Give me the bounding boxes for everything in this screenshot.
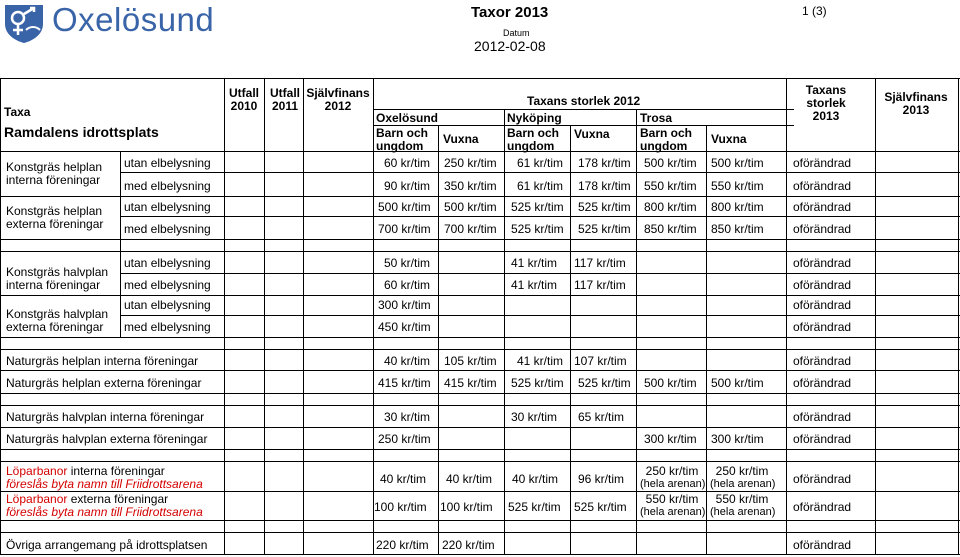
row-line [120, 273, 960, 274]
header-vuxna-nykoping: Vuxna [574, 127, 610, 141]
cell: 40 kr/tim [446, 472, 493, 486]
col-line [224, 78, 225, 555]
row-name-line: Konstgräs halvplan [6, 265, 109, 279]
cell: 41 kr/tim [511, 256, 558, 270]
row-line [120, 216, 960, 217]
row-line [0, 449, 960, 450]
row-line [0, 295, 960, 296]
cell: 220 kr/tim [442, 538, 495, 552]
date-label: Datum [503, 28, 530, 38]
cell: 30 kr/tim [511, 410, 558, 424]
document-title: Taxor 2013 [471, 4, 549, 21]
header-taxa: Taxa [4, 105, 31, 119]
header-label: Taxans [805, 83, 847, 97]
red-term: Löparbanor [6, 464, 68, 478]
col-line [303, 78, 304, 555]
cell: 550 kr/tim [644, 179, 697, 193]
cell: 700 kr/tim [378, 222, 431, 236]
cell: oförändrad [793, 354, 852, 368]
header-label: 2011 [271, 99, 299, 113]
cell: 415 kr/tim [444, 376, 497, 390]
col-line [0, 78, 1, 555]
row-name-line: externa föreningar [6, 320, 104, 334]
row-name [6, 161, 102, 187]
header-sjalvfinans-2013 [878, 91, 954, 117]
cell: 500 kr/tim [711, 156, 764, 170]
row-line [0, 554, 960, 555]
row-name-line: Konstgräs halvplan [6, 307, 109, 321]
col-line [264, 78, 265, 555]
cell: 60 kr/tim [384, 156, 431, 170]
cell: oförändrad [793, 200, 852, 214]
row-name: Övriga arrangemang på idrottsplatsen [6, 538, 208, 552]
cell: 105 kr/tim [444, 354, 497, 368]
cell-note: (hela arenan) [710, 506, 776, 518]
row-name-part: externa föreningar [67, 492, 169, 506]
row-line [0, 405, 960, 406]
row-sub: med elbelysning [124, 320, 211, 334]
cell: 100 kr/tim [374, 500, 427, 514]
cell: 525 kr/tim [511, 222, 564, 236]
header-utfall-2010 [225, 87, 263, 113]
row-sub: med elbelysning [124, 222, 211, 236]
cell: 500 kr/tim [711, 376, 764, 390]
cell: 500 kr/tim [644, 156, 697, 170]
cell: 90 kr/tim [384, 179, 431, 193]
cell: oförändrad [793, 156, 852, 170]
row-name [6, 266, 108, 292]
header-label: Utfall [229, 86, 259, 100]
cell: 800 kr/tim [711, 200, 764, 214]
cell: 220 kr/tim [376, 538, 429, 552]
row-name-lopar-ext [6, 493, 203, 519]
row-line [0, 532, 960, 533]
cell: 100 kr/tim [440, 500, 493, 514]
cell: 525 kr/tim [578, 376, 631, 390]
cell: 300 kr/tim [711, 432, 764, 446]
cell-hela-arenan [640, 493, 704, 519]
header-label: 2012 [324, 99, 352, 113]
cell-note: (hela arenan) [640, 478, 706, 490]
header-sub-line [374, 109, 794, 110]
cell: 525 kr/tim [578, 200, 631, 214]
cell-note: (hela arenan) [640, 506, 706, 518]
row-name-part: interna föreningar [67, 464, 165, 478]
cell: 500 kr/tim [444, 200, 497, 214]
row-name-line: interna föreningar [6, 278, 101, 292]
cell: oförändrad [793, 538, 852, 552]
cell: 300 kr/tim [378, 298, 431, 312]
cell: oförändrad [793, 320, 852, 334]
cell-hela-arenan [710, 465, 774, 491]
row-name-lopar-int [6, 465, 203, 491]
col-line [958, 78, 959, 555]
header-label: Barn och [507, 126, 560, 140]
row-line [0, 461, 960, 462]
header-label: Barn och [376, 126, 429, 140]
cell: 61 kr/tim [517, 179, 564, 193]
cell: 800 kr/tim [644, 200, 697, 214]
logo-wordmark: Oxelösund [52, 1, 215, 38]
col-line [438, 125, 439, 555]
row-line [0, 370, 960, 371]
remark: föreslås byta namn till Friidrottsarena [6, 477, 203, 491]
header-vuxna-oxelosund: Vuxna [443, 132, 479, 146]
cell: oförändrad [793, 278, 852, 292]
cell: 350 kr/tim [444, 179, 497, 193]
col-line [373, 78, 374, 555]
row-name: Naturgräs halvplan externa föreningar [6, 432, 208, 446]
oxelosund-logo [2, 1, 215, 44]
page-number: 1 (3) [802, 4, 827, 18]
header-barn-trosa [640, 127, 692, 153]
col-line [636, 109, 637, 555]
col-line [570, 125, 571, 555]
cell: 30 kr/tim [384, 410, 431, 424]
row-sub: utan elbelysning [124, 298, 211, 312]
row-line [0, 393, 960, 394]
cell: oförändrad [793, 432, 852, 446]
cell: oförändrad [793, 472, 852, 486]
remark: föreslås byta namn till Friidrottsarena [6, 505, 203, 519]
row-line [0, 239, 960, 240]
cell: 415 kr/tim [378, 376, 431, 390]
row-line [0, 337, 960, 338]
cell: 525 kr/tim [511, 200, 564, 214]
cell: 117 kr/tim [574, 278, 626, 292]
cell: 500 kr/tim [644, 376, 697, 390]
header-vuxna-trosa: Vuxna [711, 132, 747, 146]
header-sjalvfinans-2012 [304, 87, 372, 113]
cell: 525 kr/tim [508, 500, 561, 514]
cell: 250 kr/tim [444, 156, 497, 170]
cell-hela-arenan [710, 493, 774, 519]
row-sub: med elbelysning [124, 278, 211, 292]
cell: 61 kr/tim [517, 156, 564, 170]
cell: oförändrad [793, 222, 852, 236]
cell: 250 kr/tim [378, 432, 431, 446]
cell-hela-arenan [640, 465, 704, 491]
document-date: 2012-02-08 [474, 38, 546, 54]
cell: 40 kr/tim [512, 472, 559, 486]
cell: 40 kr/tim [380, 472, 427, 486]
cell: 850 kr/tim [644, 222, 697, 236]
cell: 41 kr/tim [517, 354, 564, 368]
cell-value: 550 kr/tim [645, 492, 699, 506]
row-name-line: interna föreningar [6, 173, 101, 187]
cell: 700 kr/tim [444, 222, 497, 236]
header-oxelosund: Oxelösund [376, 111, 439, 125]
row-line [120, 172, 960, 173]
cell: 65 kr/tim [578, 410, 625, 424]
cell: oförändrad [793, 179, 852, 193]
cell-note: (hela arenan) [710, 478, 776, 490]
row-sub: utan elbelysning [124, 156, 211, 170]
cell: 450 kr/tim [378, 320, 431, 334]
header-label: 2013 [902, 103, 930, 117]
col-line [875, 78, 876, 555]
cell: 178 kr/tim [578, 156, 631, 170]
header-barn-nykoping [507, 127, 559, 153]
cell: oförändrad [793, 500, 852, 514]
header-sub-line [374, 125, 794, 126]
cell: 850 kr/tim [711, 222, 764, 236]
row-sub: utan elbelysning [124, 256, 211, 270]
row-name [6, 205, 103, 231]
col-line [120, 151, 121, 337]
shield-logo-icon [2, 2, 46, 44]
header-barn-oxelosund [376, 127, 428, 153]
cell: 178 kr/tim [578, 179, 631, 193]
row-name-line: externa föreningar [6, 217, 104, 231]
cell: oförändrad [793, 410, 852, 424]
cell: 60 kr/tim [384, 278, 431, 292]
col-line [706, 125, 707, 555]
cell: 50 kr/tim [384, 256, 431, 270]
row-name: Naturgräs helplan interna föreningar [6, 354, 199, 368]
header-label: ungdom [507, 139, 555, 153]
row-line [0, 349, 960, 350]
cell: 117 kr/tim [574, 256, 626, 270]
row-line [0, 427, 960, 428]
row-name: Naturgräs helplan externa föreningar [6, 376, 202, 390]
header-label: Utfall [270, 86, 300, 100]
row-line [120, 315, 960, 316]
red-term: Löparbanor [6, 492, 68, 506]
header-label: Självfinans [884, 90, 948, 104]
row-name: Naturgräs halvplan interna föreningar [6, 410, 205, 424]
cell: 525 kr/tim [511, 376, 564, 390]
header-bottom-line [0, 151, 960, 152]
row-line [0, 520, 960, 521]
row-name [6, 308, 108, 334]
cell: 96 kr/tim [578, 472, 625, 486]
header-label: 2010 [230, 99, 258, 113]
row-sub: med elbelysning [124, 179, 211, 193]
col-line [786, 78, 787, 555]
header-label: Barn och [640, 126, 693, 140]
row-sub: utan elbelysning [124, 200, 211, 214]
cell: oförändrad [793, 298, 852, 312]
cell-value: 250 kr/tim [715, 464, 769, 478]
row-line [0, 491, 960, 492]
cell: 41 kr/tim [511, 278, 558, 292]
cell: 550 kr/tim [711, 179, 764, 193]
cell: 500 kr/tim [378, 200, 431, 214]
col-line [504, 109, 505, 555]
cell: 525 kr/tim [574, 500, 627, 514]
header-label: ungdom [376, 139, 424, 153]
row-line [0, 196, 960, 197]
row-name-line: Konstgräs helplan [6, 160, 103, 174]
cell: oförändrad [793, 256, 852, 270]
header-nykoping: Nyköping [507, 111, 562, 125]
cell: 300 kr/tim [644, 432, 697, 446]
header-trosa: Trosa [640, 111, 673, 125]
row-line [0, 251, 960, 252]
header-storlek-2012: Taxans storlek 2012 [527, 94, 641, 108]
header-label: storlek [806, 96, 846, 110]
header-label: Självfinans [306, 86, 370, 100]
header-label: ungdom [640, 139, 688, 153]
cell: 107 kr/tim [574, 354, 627, 368]
cell: 525 kr/tim [578, 222, 631, 236]
cell-value: 550 kr/tim [715, 492, 769, 506]
header-top-line [0, 78, 960, 79]
cell: 40 kr/tim [384, 354, 431, 368]
header-label: 2013 [812, 109, 840, 123]
row-name-line: Konstgräs helplan [6, 204, 103, 218]
header-storlek-2013 [795, 84, 857, 123]
cell: oförändrad [793, 376, 852, 390]
header-utfall-2011 [266, 87, 304, 113]
cell-value: 250 kr/tim [645, 464, 699, 478]
header-facility: Ramdalens idrottsplats [4, 124, 159, 140]
